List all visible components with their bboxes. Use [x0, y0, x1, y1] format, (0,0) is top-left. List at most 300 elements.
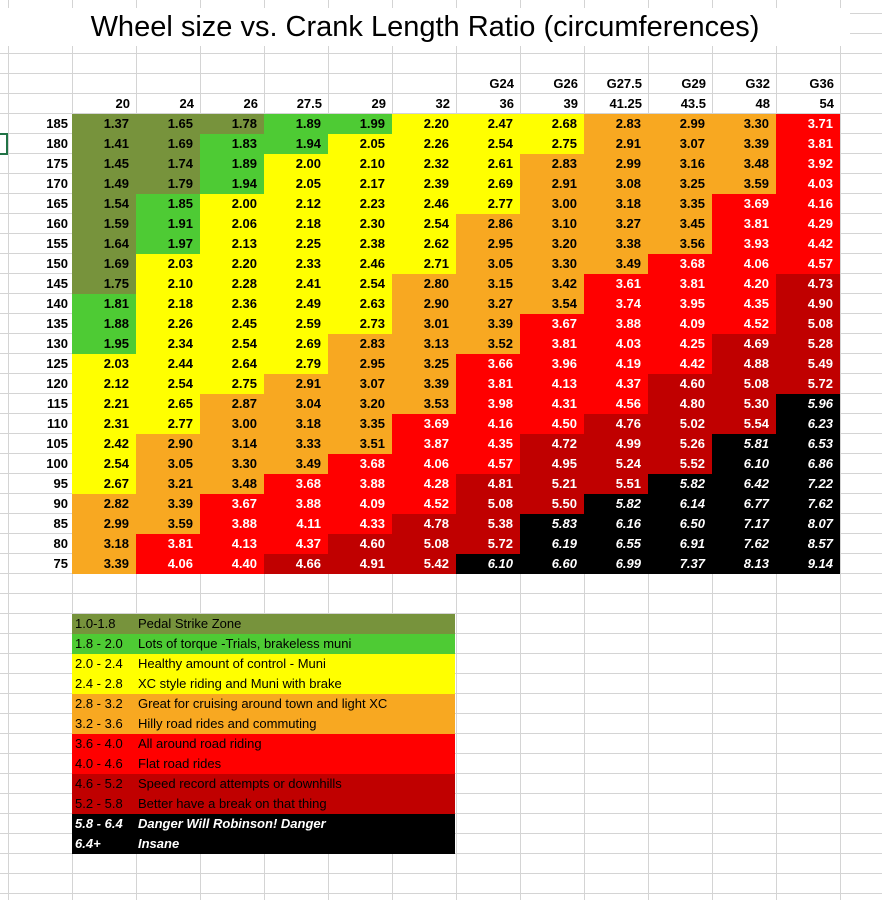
ratio-cell: 3.16	[648, 154, 712, 174]
ratio-cell: 8.57	[776, 534, 840, 554]
ratio-cell: 3.39	[136, 494, 200, 514]
ratio-cell: 1.37	[72, 114, 136, 134]
ratio-cell: 2.90	[392, 294, 456, 314]
ratio-cell: 2.68	[520, 114, 584, 134]
ratio-cell: 2.54	[456, 134, 520, 154]
wheel-size-gauge-header: G36	[809, 76, 834, 91]
ratio-cell: 4.25	[648, 334, 712, 354]
ratio-cell: 3.66	[456, 354, 520, 374]
ratio-cell: 3.81	[648, 274, 712, 294]
ratio-cell: 2.17	[328, 174, 392, 194]
ratio-cell: 3.95	[648, 294, 712, 314]
ratio-cell: 4.16	[776, 194, 840, 214]
ratio-cell: 4.52	[712, 314, 776, 334]
ratio-cell: 8.07	[776, 514, 840, 534]
ratio-cell: 6.50	[648, 514, 712, 534]
ratio-cell: 3.27	[584, 214, 648, 234]
ratio-cell: 2.63	[328, 294, 392, 314]
ratio-cell: 2.80	[392, 274, 456, 294]
ratio-cell: 2.99	[584, 154, 648, 174]
ratio-cell: 4.19	[584, 354, 648, 374]
ratio-cell: 3.67	[200, 494, 264, 514]
legend-row	[72, 694, 455, 714]
ratio-cell: 3.35	[648, 194, 712, 214]
legend-range-label: 1.8 - 2.0	[75, 636, 123, 651]
crank-length-label: 75	[53, 556, 68, 571]
ratio-cell: 1.94	[264, 134, 328, 154]
ratio-cell: 2.46	[392, 194, 456, 214]
crank-length-label: 100	[46, 456, 68, 471]
ratio-cell: 4.99	[584, 434, 648, 454]
ratio-cell: 5.02	[648, 414, 712, 434]
ratio-cell: 5.82	[584, 494, 648, 514]
legend-row	[72, 814, 455, 834]
ratio-cell: 3.38	[584, 234, 648, 254]
ratio-cell: 3.18	[584, 194, 648, 214]
ratio-cell: 1.64	[72, 234, 136, 254]
ratio-cell: 3.88	[264, 494, 328, 514]
ratio-cell: 3.51	[328, 434, 392, 454]
ratio-cell: 2.71	[392, 254, 456, 274]
ratio-cell: 2.47	[456, 114, 520, 134]
ratio-cell: 3.88	[200, 514, 264, 534]
legend-description: Speed record attempts or downhills	[138, 776, 342, 791]
ratio-cell: 2.33	[264, 254, 328, 274]
ratio-cell: 1.59	[72, 214, 136, 234]
ratio-cell: 3.54	[520, 294, 584, 314]
ratio-cell: 2.77	[456, 194, 520, 214]
wheel-size-gauge-header	[72, 74, 136, 94]
ratio-cell: 3.35	[328, 414, 392, 434]
ratio-cell: 4.57	[776, 254, 840, 274]
ratio-cell: 3.39	[72, 554, 136, 574]
ratio-cell: 6.16	[584, 514, 648, 534]
legend-row	[72, 754, 455, 774]
crank-length-label: 120	[46, 376, 68, 391]
ratio-cell: 1.95	[72, 334, 136, 354]
wheel-size-header: 39	[563, 96, 578, 111]
ratio-cell: 2.42	[72, 434, 136, 454]
ratio-cell: 2.00	[264, 154, 328, 174]
ratio-cell: 2.54	[136, 374, 200, 394]
ratio-cell: 2.44	[136, 354, 200, 374]
wheel-size-header: 24	[179, 96, 194, 111]
ratio-cell: 2.54	[392, 214, 456, 234]
crank-length-label: 105	[46, 436, 68, 451]
ratio-cell: 5.08	[392, 534, 456, 554]
ratio-cell: 5.49	[776, 354, 840, 374]
ratio-cell: 4.35	[712, 294, 776, 314]
legend-row	[72, 774, 455, 794]
ratio-cell: 1.94	[200, 174, 264, 194]
ratio-cell: 2.26	[392, 134, 456, 154]
legend-range-label: 3.6 - 4.0	[75, 736, 123, 751]
ratio-cell: 1.74	[136, 154, 200, 174]
ratio-cell: 3.33	[264, 434, 328, 454]
ratio-cell: 2.59	[264, 314, 328, 334]
ratio-cell: 3.39	[392, 374, 456, 394]
ratio-cell: 2.64	[200, 354, 264, 374]
ratio-cell: 4.09	[648, 314, 712, 334]
ratio-cell: 4.13	[520, 374, 584, 394]
ratio-cell: 4.73	[776, 274, 840, 294]
crank-length-label: 85	[53, 516, 68, 531]
ratio-cell: 3.05	[456, 254, 520, 274]
ratio-cell: 3.42	[520, 274, 584, 294]
wheel-size-gauge-header	[392, 74, 456, 94]
ratio-cell: 3.81	[456, 374, 520, 394]
ratio-cell: 4.69	[712, 334, 776, 354]
ratio-cell: 5.24	[584, 454, 648, 474]
crank-length-label: 125	[46, 356, 68, 371]
ratio-cell: 2.69	[456, 174, 520, 194]
ratio-cell: 8.13	[712, 554, 776, 574]
ratio-cell: 2.30	[328, 214, 392, 234]
ratio-cell: 2.41	[264, 274, 328, 294]
ratio-cell: 1.49	[72, 174, 136, 194]
ratio-cell: 5.08	[776, 314, 840, 334]
ratio-cell: 1.89	[264, 114, 328, 134]
legend-range-label: 2.0 - 2.4	[75, 656, 123, 671]
ratio-cell: 2.32	[392, 154, 456, 174]
crank-length-label: 185	[46, 116, 68, 131]
wheel-size-header: 20	[115, 96, 130, 111]
wheel-size-header: 26	[243, 96, 258, 111]
ratio-cell: 3.27	[456, 294, 520, 314]
ratio-cell: 2.21	[72, 394, 136, 414]
ratio-cell: 2.12	[264, 194, 328, 214]
ratio-cell: 3.59	[712, 174, 776, 194]
crank-length-label: 165	[46, 196, 68, 211]
legend-range-label: 3.2 - 3.6	[75, 716, 123, 731]
ratio-cell: 5.72	[776, 374, 840, 394]
ratio-cell: 2.54	[72, 454, 136, 474]
ratio-cell: 4.50	[520, 414, 584, 434]
crank-length-label: 175	[46, 156, 68, 171]
ratio-cell: 5.52	[648, 454, 712, 474]
ratio-cell: 2.87	[200, 394, 264, 414]
ratio-cell: 3.56	[648, 234, 712, 254]
ratio-cell: 3.81	[520, 334, 584, 354]
ratio-cell: 3.14	[200, 434, 264, 454]
ratio-cell: 4.11	[264, 514, 328, 534]
ratio-cell: 2.49	[264, 294, 328, 314]
legend-range-label: 5.2 - 5.8	[75, 796, 123, 811]
ratio-cell: 3.48	[712, 154, 776, 174]
ratio-cell: 5.08	[712, 374, 776, 394]
wheel-size-header: 32	[435, 96, 450, 111]
ratio-cell: 3.01	[392, 314, 456, 334]
ratio-cell: 4.31	[520, 394, 584, 414]
ratio-cell: 3.71	[776, 114, 840, 134]
crank-length-label: 130	[46, 336, 68, 351]
wheel-size-gauge-header: G29	[681, 76, 706, 91]
wheel-size-header: 54	[819, 96, 834, 111]
ratio-cell: 5.26	[648, 434, 712, 454]
crank-length-label: 140	[46, 296, 68, 311]
ratio-cell: 2.00	[200, 194, 264, 214]
ratio-cell: 3.88	[584, 314, 648, 334]
ratio-cell: 2.54	[200, 334, 264, 354]
legend-description: XC style riding and Muni with brake	[138, 676, 342, 691]
ratio-cell: 1.78	[200, 114, 264, 134]
ratio-cell: 4.78	[392, 514, 456, 534]
ratio-cell: 3.81	[712, 214, 776, 234]
legend-row	[72, 834, 455, 854]
ratio-cell: 6.86	[776, 454, 840, 474]
ratio-cell: 2.25	[264, 234, 328, 254]
ratio-cell: 4.81	[456, 474, 520, 494]
ratio-cell: 3.39	[712, 134, 776, 154]
ratio-cell: 6.42	[712, 474, 776, 494]
legend-description: Insane	[138, 836, 180, 851]
ratio-cell: 3.07	[648, 134, 712, 154]
ratio-cell: 4.56	[584, 394, 648, 414]
ratio-cell: 3.92	[776, 154, 840, 174]
ratio-cell: 1.69	[136, 134, 200, 154]
ratio-cell: 3.93	[712, 234, 776, 254]
ratio-cell: 6.55	[584, 534, 648, 554]
ratio-cell: 3.30	[520, 254, 584, 274]
ratio-cell: 3.00	[520, 194, 584, 214]
legend-description: Lots of torque -Trials, brakeless muni	[138, 636, 352, 651]
wheel-size-header: 27.5	[296, 96, 322, 111]
ratio-cell: 4.60	[328, 534, 392, 554]
ratio-cell: 5.51	[584, 474, 648, 494]
ratio-cell: 7.62	[776, 494, 840, 514]
ratio-cell: 7.17	[712, 514, 776, 534]
legend-row	[72, 794, 455, 814]
wheel-size-gauge-header	[264, 74, 328, 94]
ratio-cell: 3.74	[584, 294, 648, 314]
ratio-cell: 5.21	[520, 474, 584, 494]
legend-description: Danger Will Robinson! Danger	[138, 816, 326, 831]
wheel-size-header: 48	[755, 96, 770, 111]
ratio-cell: 4.52	[392, 494, 456, 514]
legend-description: Flat road rides	[138, 756, 222, 771]
ratio-cell: 2.10	[136, 274, 200, 294]
wheel-size-header: 43.5	[680, 96, 706, 111]
ratio-cell: 3.25	[392, 354, 456, 374]
ratio-cell: 2.95	[456, 234, 520, 254]
ratio-cell: 2.05	[264, 174, 328, 194]
ratio-cell: 6.99	[584, 554, 648, 574]
ratio-cell: 2.38	[328, 234, 392, 254]
ratio-cell: 2.23	[328, 194, 392, 214]
ratio-cell: 4.35	[456, 434, 520, 454]
ratio-cell: 2.46	[328, 254, 392, 274]
ratio-cell: 4.66	[264, 554, 328, 574]
ratio-cell: 2.18	[136, 294, 200, 314]
legend-row	[72, 674, 455, 694]
ratio-cell: 3.04	[264, 394, 328, 414]
ratio-cell: 2.83	[328, 334, 392, 354]
ratio-cell: 6.91	[648, 534, 712, 554]
ratio-cell: 2.91	[520, 174, 584, 194]
ratio-cell: 2.03	[136, 254, 200, 274]
legend-description: Pedal Strike Zone	[138, 616, 242, 631]
ratio-cell: 4.91	[328, 554, 392, 574]
ratio-cell: 3.61	[584, 274, 648, 294]
ratio-cell: 6.77	[712, 494, 776, 514]
ratio-cell: 1.65	[136, 114, 200, 134]
legend-description: All around road riding	[138, 736, 262, 751]
ratio-cell: 5.96	[776, 394, 840, 414]
ratio-cell: 3.30	[200, 454, 264, 474]
ratio-cell: 2.20	[200, 254, 264, 274]
ratio-cell: 2.86	[456, 214, 520, 234]
legend-range-label: 4.6 - 5.2	[75, 776, 123, 791]
ratio-cell: 3.68	[264, 474, 328, 494]
page-title: Wheel size vs. Crank Length Ratio (circumferences)	[0, 8, 850, 46]
ratio-cell: 3.81	[776, 134, 840, 154]
ratio-cell: 1.69	[72, 254, 136, 274]
ratio-cell: 5.08	[456, 494, 520, 514]
ratio-cell: 2.20	[392, 114, 456, 134]
ratio-cell: 4.03	[584, 334, 648, 354]
crank-length-label: 160	[46, 216, 68, 231]
ratio-cell: 2.05	[328, 134, 392, 154]
ratio-cell: 2.18	[264, 214, 328, 234]
ratio-cell: 4.06	[712, 254, 776, 274]
ratio-cell: 2.26	[136, 314, 200, 334]
ratio-cell: 2.06	[200, 214, 264, 234]
wheel-size-gauge-header: G26	[553, 76, 578, 91]
ratio-cell: 2.65	[136, 394, 200, 414]
ratio-cell: 4.29	[776, 214, 840, 234]
ratio-cell: 2.75	[200, 374, 264, 394]
ratio-cell: 1.85	[136, 194, 200, 214]
ratio-cell: 3.45	[648, 214, 712, 234]
ratio-cell: 4.13	[200, 534, 264, 554]
ratio-cell: 5.28	[776, 334, 840, 354]
ratio-cell: 2.82	[72, 494, 136, 514]
ratio-cell: 2.36	[200, 294, 264, 314]
ratio-cell: 2.28	[200, 274, 264, 294]
ratio-cell: 4.37	[264, 534, 328, 554]
ratio-cell: 3.18	[72, 534, 136, 554]
legend-row	[72, 634, 455, 654]
ratio-cell: 3.07	[328, 374, 392, 394]
ratio-cell: 4.40	[200, 554, 264, 574]
ratio-cell: 2.39	[392, 174, 456, 194]
ratio-cell: 1.89	[200, 154, 264, 174]
ratio-cell: 3.96	[520, 354, 584, 374]
ratio-cell: 4.76	[584, 414, 648, 434]
ratio-cell: 6.60	[520, 554, 584, 574]
ratio-cell: 5.72	[456, 534, 520, 554]
legend-range-label: 2.8 - 3.2	[75, 696, 123, 711]
ratio-cell: 3.48	[200, 474, 264, 494]
ratio-cell: 2.77	[136, 414, 200, 434]
ratio-cell: 6.23	[776, 414, 840, 434]
ratio-cell: 4.03	[776, 174, 840, 194]
wheel-size-header: 36	[499, 96, 514, 111]
ratio-cell: 5.83	[520, 514, 584, 534]
ratio-cell: 2.99	[72, 514, 136, 534]
ratio-cell: 4.60	[648, 374, 712, 394]
ratio-cell: 1.97	[136, 234, 200, 254]
ratio-cell: 9.14	[776, 554, 840, 574]
ratio-cell: 2.75	[520, 134, 584, 154]
ratio-cell: 6.14	[648, 494, 712, 514]
ratio-cell: 3.68	[328, 454, 392, 474]
ratio-cell: 3.30	[712, 114, 776, 134]
ratio-cell: 3.08	[584, 174, 648, 194]
ratio-cell: 2.34	[136, 334, 200, 354]
crank-length-label: 80	[53, 536, 68, 551]
selected-cell-marker	[0, 133, 8, 155]
ratio-cell: 3.49	[584, 254, 648, 274]
ratio-cell: 1.91	[136, 214, 200, 234]
crank-length-label: 155	[46, 236, 68, 251]
ratio-cell: 2.90	[136, 434, 200, 454]
ratio-cell: 3.98	[456, 394, 520, 414]
legend-description: Healthy amount of control - Muni	[138, 656, 326, 671]
ratio-cell: 2.73	[328, 314, 392, 334]
wheel-size-header: 29	[371, 96, 386, 111]
ratio-cell: 5.54	[712, 414, 776, 434]
crank-length-label: 150	[46, 256, 68, 271]
crank-length-label: 180	[46, 136, 68, 151]
ratio-cell: 3.15	[456, 274, 520, 294]
ratio-cell: 4.33	[328, 514, 392, 534]
ratio-cell: 4.42	[648, 354, 712, 374]
ratio-cell: 3.13	[392, 334, 456, 354]
ratio-cell: 4.37	[584, 374, 648, 394]
ratio-cell: 3.68	[648, 254, 712, 274]
ratio-cell: 2.79	[264, 354, 328, 374]
legend-range-label: 6.4+	[75, 836, 101, 851]
ratio-cell: 3.20	[328, 394, 392, 414]
ratio-cell: 4.42	[776, 234, 840, 254]
legend-description: Great for cruising around town and light XC	[138, 696, 388, 711]
ratio-cell: 2.03	[72, 354, 136, 374]
ratio-cell: 3.20	[520, 234, 584, 254]
ratio-cell: 2.67	[72, 474, 136, 494]
ratio-cell: 1.81	[72, 294, 136, 314]
ratio-cell: 2.62	[392, 234, 456, 254]
crank-length-label: 170	[46, 176, 68, 191]
ratio-cell: 5.50	[520, 494, 584, 514]
ratio-cell: 2.99	[648, 114, 712, 134]
ratio-cell: 4.90	[776, 294, 840, 314]
ratio-cell: 2.83	[520, 154, 584, 174]
ratio-cell: 6.10	[712, 454, 776, 474]
ratio-cell: 5.81	[712, 434, 776, 454]
ratio-cell: 1.54	[72, 194, 136, 214]
ratio-cell: 2.69	[264, 334, 328, 354]
ratio-cell: 4.28	[392, 474, 456, 494]
ratio-cell: 2.91	[264, 374, 328, 394]
ratio-cell: 4.57	[456, 454, 520, 474]
ratio-cell: 1.75	[72, 274, 136, 294]
legend-range-label: 1.0-1.8	[75, 616, 116, 631]
ratio-cell: 3.21	[136, 474, 200, 494]
ratio-cell: 3.53	[392, 394, 456, 414]
ratio-cell: 3.69	[712, 194, 776, 214]
ratio-cell: 4.88	[712, 354, 776, 374]
ratio-cell: 1.99	[328, 114, 392, 134]
ratio-cell: 6.53	[776, 434, 840, 454]
ratio-cell: 3.67	[520, 314, 584, 334]
ratio-cell: 5.30	[712, 394, 776, 414]
ratio-cell: 3.88	[328, 474, 392, 494]
wheel-size-gauge-header: G24	[489, 76, 514, 91]
ratio-cell: 1.41	[72, 134, 136, 154]
ratio-cell: 2.54	[328, 274, 392, 294]
ratio-cell: 3.05	[136, 454, 200, 474]
